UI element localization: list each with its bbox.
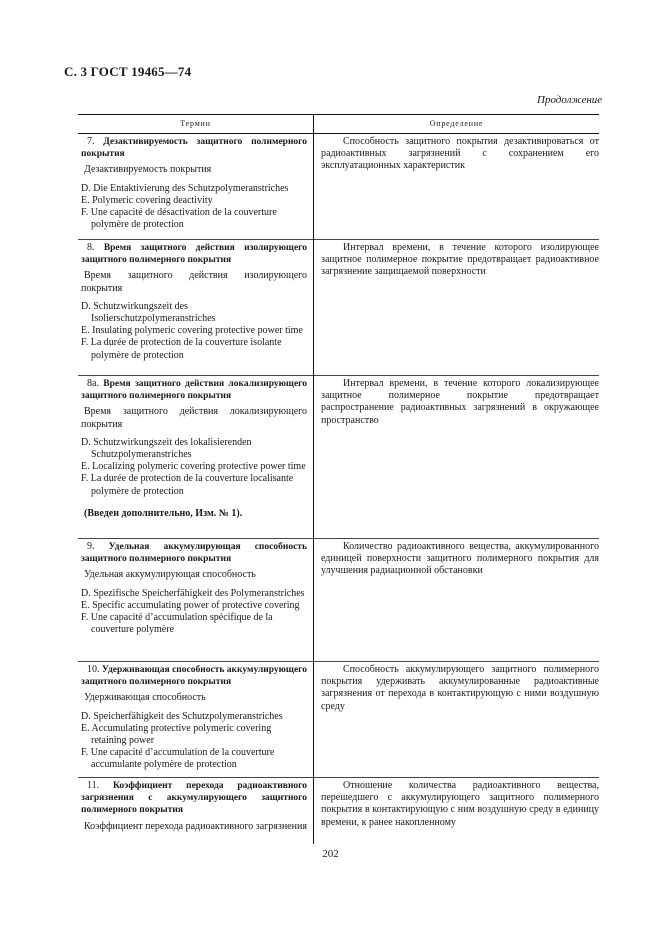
- term-synonym: Время защитного действия локализирующего покрытия: [81, 406, 307, 430]
- lang-en: E. Accumulating protective polymeric covering retaining power: [81, 722, 272, 747]
- term-cell: [78, 539, 313, 661]
- definition-text: Способность защитного покрытия дезактивироваться от радиоактивных загрязнений с сохранением его эксплуатационных характеристик: [321, 136, 599, 172]
- term-title: 7. Дезактивируемость защитного полимерного покрытия: [81, 136, 307, 160]
- definition-cell: [313, 778, 599, 848]
- column-header-definition: Определение: [429, 119, 484, 128]
- lang-fr: F. Une capacité de désactivation de la couverture polymère de protection: [81, 207, 277, 231]
- definition-cell: [313, 662, 599, 777]
- definition-cell: [313, 134, 599, 239]
- definition-text: Интервал времени, в течение которого изолирующее защитное полимерное покрытие предотвращает радиоактивное загрязнение защищаемой поверхности: [321, 242, 599, 278]
- lang-de: D. Spezifische Speicherfähigkeit des Polymeranstriches: [81, 587, 305, 599]
- lang-fr: F. La durée de protection de la couverture localisante polymère de protection: [81, 473, 294, 497]
- table-body: [78, 134, 599, 848]
- foreign-equivalents: [81, 183, 307, 232]
- lang-fr: F. Une capacité d’accumulation spécifique de la couverture polymère: [81, 612, 273, 636]
- term-cell: [78, 240, 313, 375]
- lang-fr: F. La durée de protection de la couverture isolante polymère de protection: [81, 337, 282, 361]
- term-synonym: Удельная аккумулирующая способность: [84, 569, 256, 581]
- terms-table: [78, 114, 599, 848]
- definition-text: Способность аккумулирующего защитного полимерного покрытия удерживать аккумулированные радиоактивные загрязнения от перехода в контактирующую с ними воздушную среду: [321, 664, 599, 712]
- continuation-label: Продолжение: [537, 94, 603, 106]
- term-cell: [78, 662, 313, 777]
- table-header: [78, 114, 599, 134]
- lang-en: E. Localizing polymeric covering protective power time: [81, 461, 306, 473]
- term-cell: [78, 134, 313, 239]
- term-synonym: Время защитного действия изолирующего покрытия: [81, 270, 307, 294]
- foreign-equivalents: [81, 437, 307, 498]
- column-header-term: Термин: [78, 115, 314, 133]
- term-cell: [78, 376, 313, 538]
- term-entry-7: [78, 134, 599, 240]
- lang-de: D. Speicherfähigkeit des Schutzpolymeranstriches: [81, 710, 283, 722]
- lang-de: D. Schutzwirkungszeit des Isolierschutzpolymeranstriches: [81, 300, 216, 325]
- column-divider: [313, 134, 314, 844]
- term-synonym: Удерживающая способность: [84, 692, 206, 704]
- foreign-equivalents: [81, 301, 307, 362]
- lang-en: E. Polymeric covering deactivity: [81, 194, 213, 206]
- page-header: С. 3 ГОСТ 19465—74: [64, 64, 192, 79]
- definition-cell: [313, 376, 599, 538]
- term-entry-11: [78, 778, 599, 848]
- foreign-equivalents: [81, 588, 307, 637]
- term-title: 8. Время защитного действия изолирующего защитного полимерного покрытия: [81, 242, 307, 266]
- definition-text: Отношение количества радиоактивного вещества, перешедшего с аккумулирующего защитного полимерного покрытия в контактирующую с ним воздушную среду в единицу времени, к ранее накопленному: [321, 780, 599, 828]
- term-title: 8а. Время защитного действия локализирующего защитного полимерного покрытия: [81, 378, 307, 402]
- term-title: 9. Удельная аккумулирующая способность защитного полимерного покрытия: [81, 541, 308, 565]
- lang-en: E. Insulating polymeric covering protective power time: [81, 325, 303, 337]
- term-entry-10: [78, 662, 599, 778]
- lang-fr: F. Une capacité d’accumulation de la couverture accumulante polymère de protection: [81, 747, 275, 771]
- term-synonym: Коэффициент перехода радиоактивного загрязнения: [84, 820, 307, 832]
- term-title: 10. Удерживающая способность аккумулирующего защитного полимерного покрытия: [81, 664, 307, 688]
- definition-cell: [313, 240, 599, 375]
- lang-en: E. Specific accumulating power of protective covering: [81, 599, 300, 611]
- lang-de: D. Schutzwirkungszeit des lokalisierenden Schutzpolymeranstriches: [81, 436, 252, 461]
- definition-text: Интервал времени, в течение которого локализирующее защитное полимерное покрытие предотвращает распространение радиоактивных загрязнений в окружающее пространство: [321, 378, 599, 426]
- term-entry-8: [78, 240, 599, 376]
- definition-cell: [313, 539, 599, 661]
- term-entry-9: [78, 539, 599, 662]
- term-title: 11. Коэффициент перехода радиоактивного загрязнения с аккумулирующего защитного полимерного покрытия: [81, 780, 307, 816]
- term-cell: [78, 778, 313, 848]
- foreign-equivalents: [81, 711, 307, 772]
- page-number: 202: [322, 848, 339, 860]
- term-synonym: Дезактивируемость покрытия: [84, 164, 212, 176]
- term-entry-8a: [78, 376, 599, 539]
- lang-de: D. Die Entaktivierung des Schutzpolymeranstriches: [81, 182, 289, 194]
- definition-text: Количество радиоактивного вещества, аккумулированного единицей поверхности защитного полимерного покрытия для улучшения радиационной обстановки: [321, 541, 599, 577]
- amendment-note: (Введен дополнительно, Изм. № 1).: [84, 507, 243, 519]
